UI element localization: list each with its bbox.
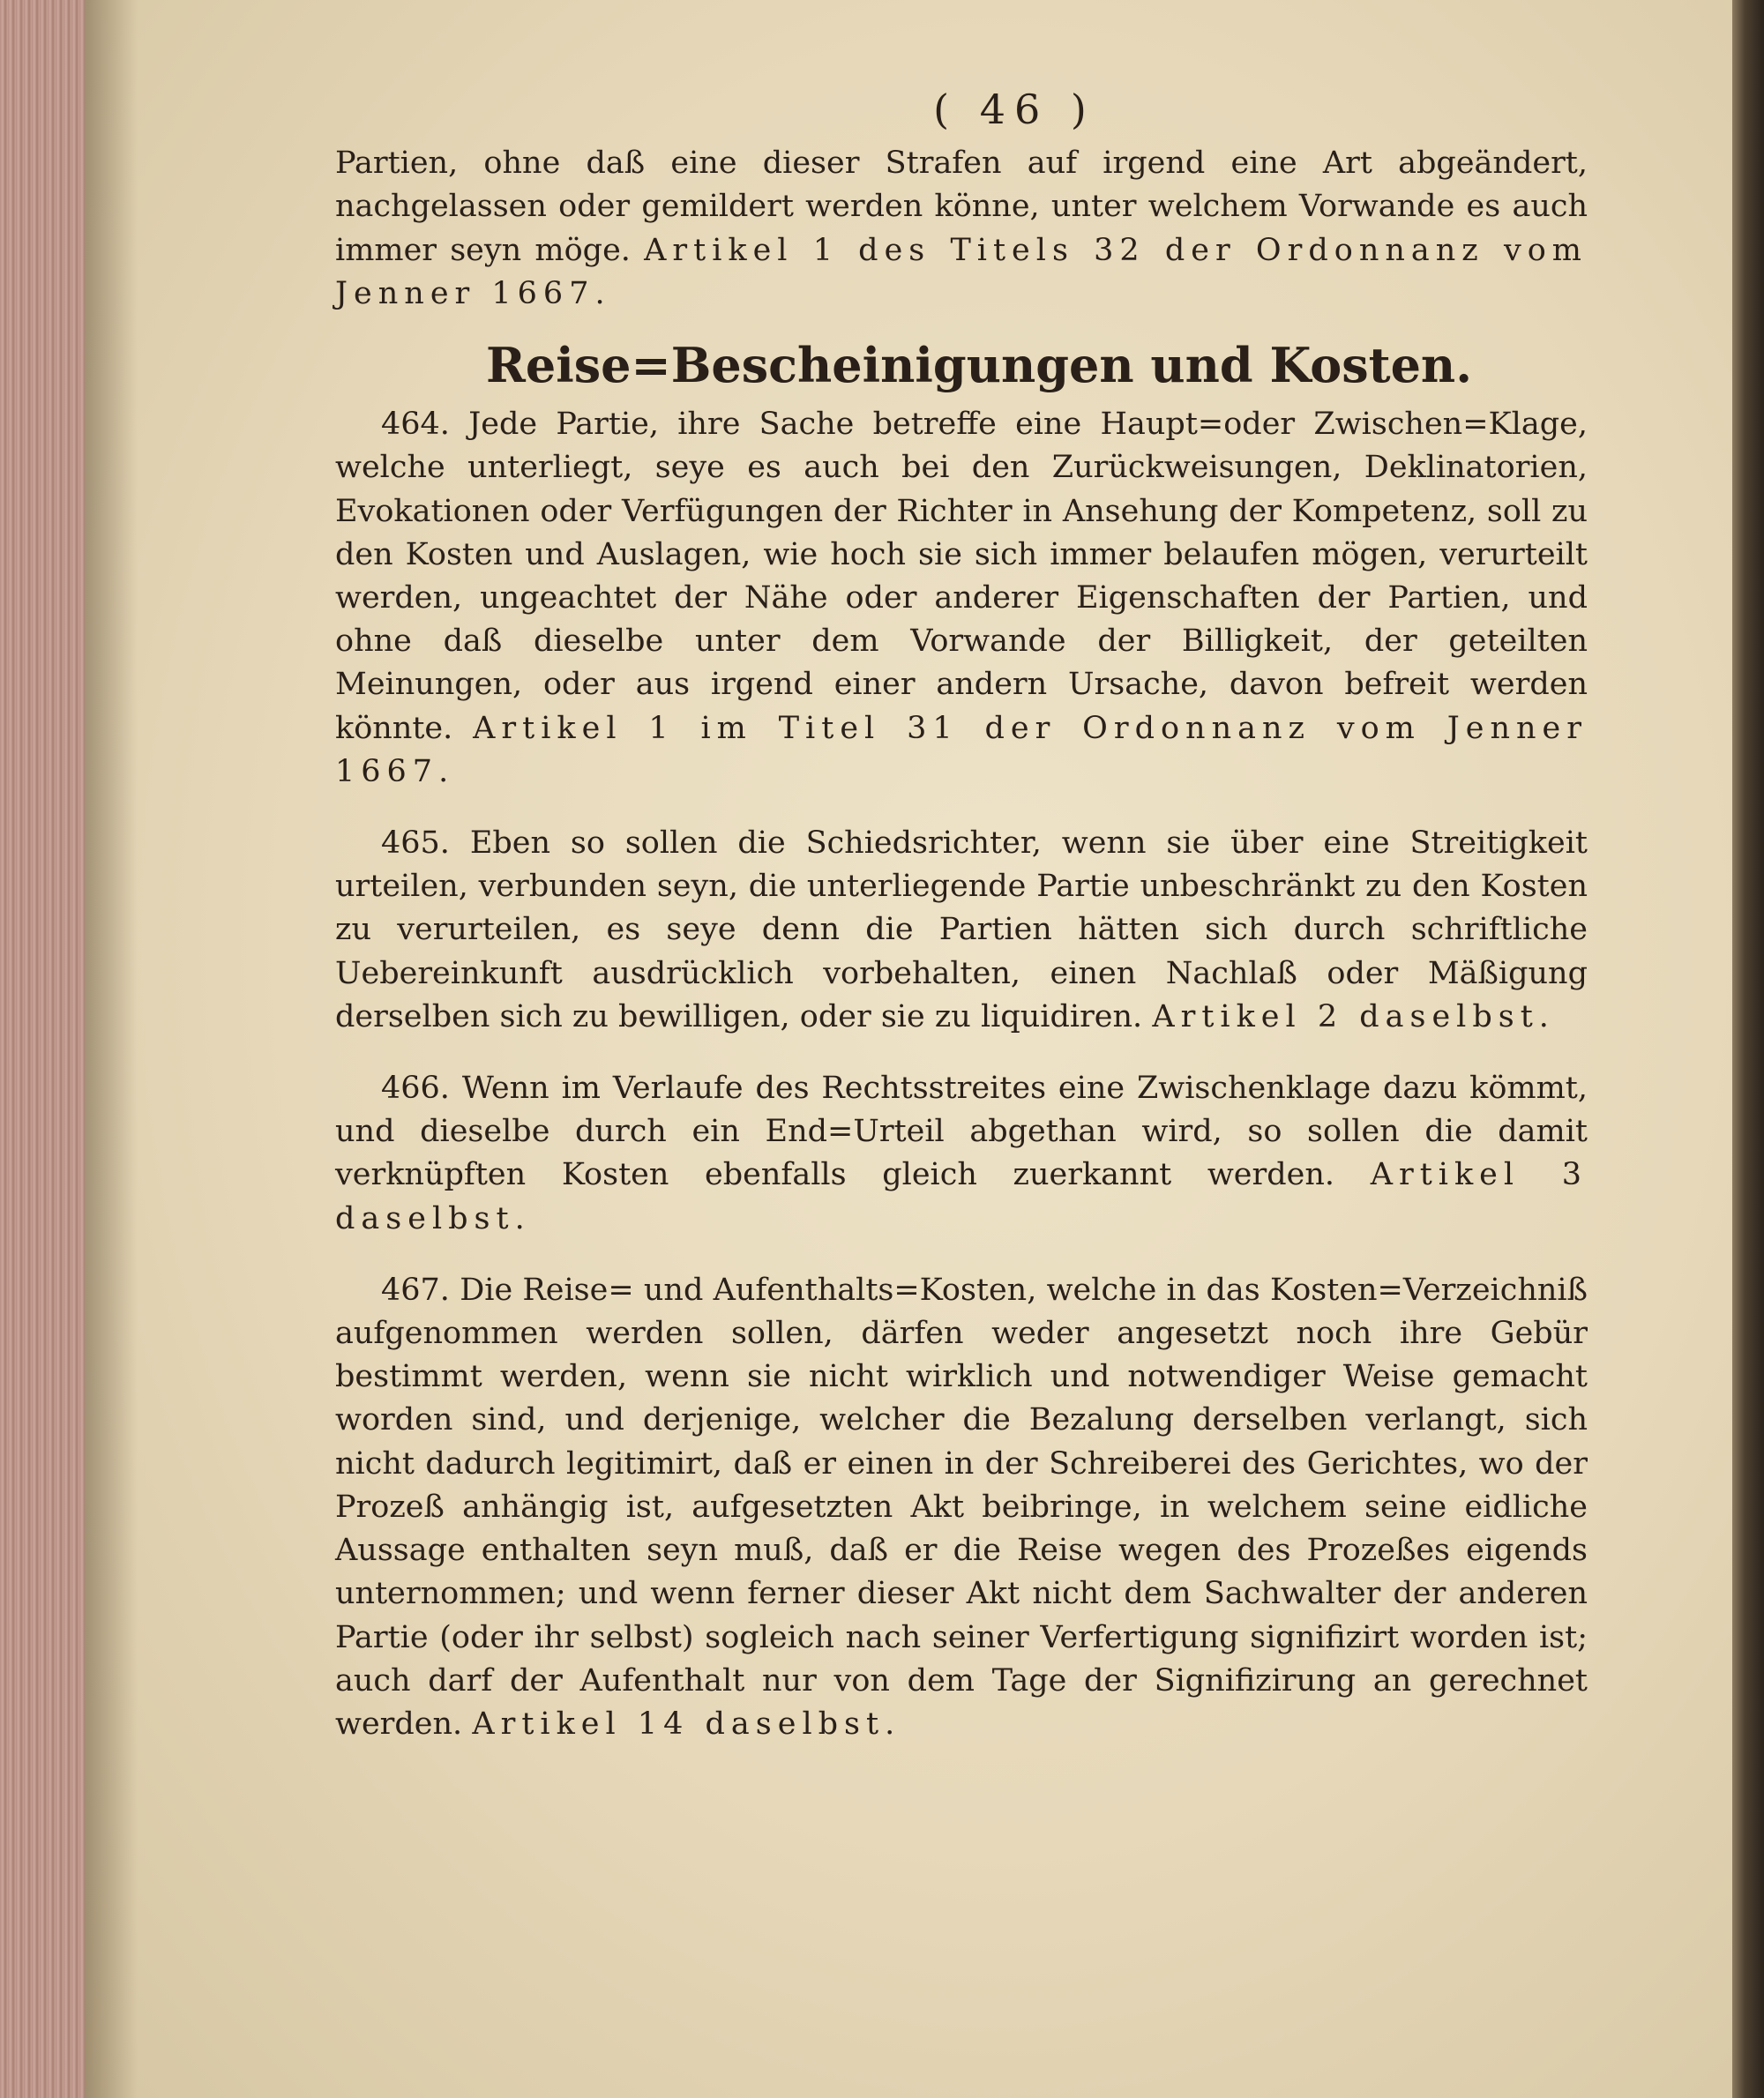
article-467 [335, 1269, 1588, 1746]
article-465 [335, 822, 1588, 1039]
article-466 [335, 1067, 1588, 1241]
citation: Artikel 1 des Titels 32 der Ordonnanz vom Jenner 1667. [335, 232, 1588, 311]
article-text: Eben so sollen die Schiedsrichter, wenn sie über eine Streitigkeit urteilen, verbunden seyn, die unterliegende Partie unbeschränkt zu den Kosten zu verurteilen, es seye denn die Partien hätten sich durch schriftliche Uebereinkunft ausdrücklich vorbehalten, einen Nachlaß oder Mäßigung derselben sich zu bewilligen, oder sie zu liquidiren. [335, 825, 1588, 1034]
citation: Artikel 14 daselbst. [472, 1706, 901, 1742]
article-464 [335, 403, 1588, 794]
article-number: 465. [381, 825, 450, 862]
section-heading: Reise=Bescheinigungen und Kosten. [486, 337, 1472, 394]
paragraph-continuation [335, 142, 1588, 316]
book-right-edge [1732, 0, 1764, 2098]
article-text: Die Reise= und Aufenthalts=Kosten, welche in das Kosten=Verzeichniß aufgenommen werden sollen, därfen weder angesetzt noch ihre Gebür bestimmt werden, wenn sie nicht wirklich und notwendiger Weise gemacht worden sind, und derjenige, welcher die Bezalung derselben verlangt, sich nicht dadurch legitimirt, daß er einen in der Schreiberei des Gerichtes, wo der Prozeß anhängig ist, aufgesetzten Akt beibringe, in welchem seine eidliche Aussage enthalten seyn muß, daß er die Reise wegen des Prozeßes eigends unternommen; und wenn ferner dieser Akt nicht dem Sachwalter der anderen Partie (oder ihr selbst) sogleich nach seiner Verfertigung signifizirt worden ist; auch darf der Aufenthalt nur von dem Tage der Signifizirung an gerechnet werden. [335, 1272, 1588, 1742]
citation: Artikel 1 im Titel 31 der Ordonnanz vom Jenner 1667. [335, 710, 1588, 789]
gutter-shadow [85, 0, 138, 2098]
citation: Artikel 2 daselbst. [1152, 998, 1555, 1034]
page-text-block [335, 88, 1588, 1746]
page-number: ( 46 ) [933, 86, 1095, 133]
paragraph-text: Partien, ohne daß eine dieser Strafen auf irgend eine Art abgeändert, nachgelassen oder gemildert werden könne, unter welchem Vorwande es auch immer seyn möge. [335, 146, 1588, 268]
book-page-stack-edge [0, 0, 85, 2098]
article-number: 467. [381, 1272, 450, 1308]
citation: Artikel 3 daselbst. [335, 1157, 1588, 1236]
article-text: Wenn im Verlaufe des Rechtsstreites eine Zwischenklage dazu kömmt, und dieselbe durch ein End=Urteil abgethan wird, so sollen die damit verknüpften Kosten ebenfalls gleich zuerkannt werden. [335, 1071, 1588, 1193]
article-number: 466. [381, 1071, 450, 1107]
article-text: Jede Partie, ihre Sache betreffe eine Haupt=oder Zwischen=Klage, welche unterliegt, seye es auch bei den Zurückweisungen, Deklinatorien, Evokationen oder Verfügungen der Richter in Ansehung der Kompetenz, soll zu den Kosten und Auslagen, wie hoch sie sich immer belaufen mögen, verurteilt werden, ungeachtet der Nähe oder anderer Eigenschaften der Partien, und ohne daß dieselbe unter dem Vorwande der Billigkeit, der geteilten Meinungen, oder aus irgend einer andern Ursache, davon befreit werden könnte. [335, 407, 1588, 746]
article-number: 464. [381, 407, 450, 443]
